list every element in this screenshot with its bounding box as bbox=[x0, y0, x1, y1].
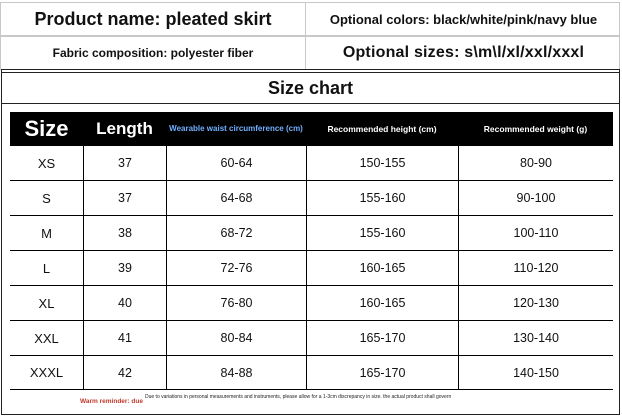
cell-weight: 110-120 bbox=[458, 251, 613, 285]
cell-waist: 84-88 bbox=[166, 356, 306, 389]
product-name: Product name: pleated skirt bbox=[1, 3, 306, 35]
header-waist: Wearable waist circumference (cm) bbox=[169, 123, 303, 133]
cell-size: M bbox=[41, 225, 52, 241]
header-height: Recommended height (cm) bbox=[327, 123, 437, 134]
table-row bbox=[10, 285, 613, 320]
cell-size: XXL bbox=[34, 330, 59, 346]
cell-waist: 68-72 bbox=[166, 216, 306, 250]
optional-sizes: Optional sizes: s\m\l/xl/xxl/xxxl bbox=[342, 44, 585, 61]
info-row-top bbox=[0, 2, 620, 36]
cell-height: 160-165 bbox=[306, 286, 458, 320]
cell-waist: 76-80 bbox=[166, 286, 306, 320]
cell-height: 165-170 bbox=[306, 356, 458, 389]
cell-size: L bbox=[42, 260, 51, 276]
cell-length: 39 bbox=[83, 251, 166, 285]
cell-height: 160-165 bbox=[306, 251, 458, 285]
footer-note: Due to variations in personal measurements and instruments, please allow for a 1-3cm discrepancy in size. the actual product shall govern bbox=[145, 394, 452, 400]
cell-weight: 120-130 bbox=[458, 286, 613, 320]
cell-waist: 60-64 bbox=[166, 146, 306, 180]
table-row bbox=[10, 355, 613, 390]
cell-size: XXXL bbox=[29, 365, 64, 380]
cell-height: 155-160 bbox=[306, 216, 458, 250]
cell-size: XL bbox=[38, 295, 55, 311]
table-row bbox=[10, 180, 613, 215]
header-weight: Recommended weight (g) bbox=[483, 123, 588, 134]
cell-length: 41 bbox=[83, 321, 166, 355]
table-row bbox=[10, 215, 613, 250]
header-size: Size bbox=[24, 115, 69, 141]
table-row bbox=[10, 145, 613, 180]
cell-waist: 64-68 bbox=[166, 181, 306, 215]
chart-title: Size chart bbox=[267, 77, 354, 98]
header-length: Length bbox=[96, 118, 153, 138]
cell-waist: 72-76 bbox=[166, 251, 306, 285]
chart-title-bar bbox=[1, 72, 620, 104]
cell-length: 42 bbox=[83, 356, 166, 389]
warm-reminder: Warm reminder: due bbox=[80, 398, 143, 405]
cell-length: 37 bbox=[83, 181, 166, 215]
cell-size: XS bbox=[37, 155, 56, 171]
cell-height: 165-170 bbox=[306, 321, 458, 355]
size-table-body bbox=[10, 145, 613, 390]
cell-height: 155-160 bbox=[306, 181, 458, 215]
info-row-bottom bbox=[0, 36, 620, 70]
table-header bbox=[10, 112, 613, 145]
cell-length: 40 bbox=[83, 286, 166, 320]
cell-weight: 90-100 bbox=[458, 181, 613, 215]
optional-colors: Optional colors: black/white/pink/navy blue bbox=[329, 11, 598, 27]
cell-height: 150-155 bbox=[306, 146, 458, 180]
table-row bbox=[10, 250, 613, 285]
fabric-composition: Fabric composition: polyester fiber bbox=[1, 37, 306, 69]
cell-weight: 80-90 bbox=[458, 146, 613, 180]
cell-length: 37 bbox=[83, 146, 166, 180]
table-row bbox=[10, 320, 613, 355]
footer bbox=[10, 390, 613, 414]
cell-weight: 140-150 bbox=[458, 356, 613, 389]
cell-length: 38 bbox=[83, 216, 166, 250]
cell-size: S bbox=[42, 190, 51, 206]
cell-waist: 80-84 bbox=[166, 321, 306, 355]
cell-weight: 130-140 bbox=[458, 321, 613, 355]
cell-weight: 100-110 bbox=[458, 216, 613, 250]
